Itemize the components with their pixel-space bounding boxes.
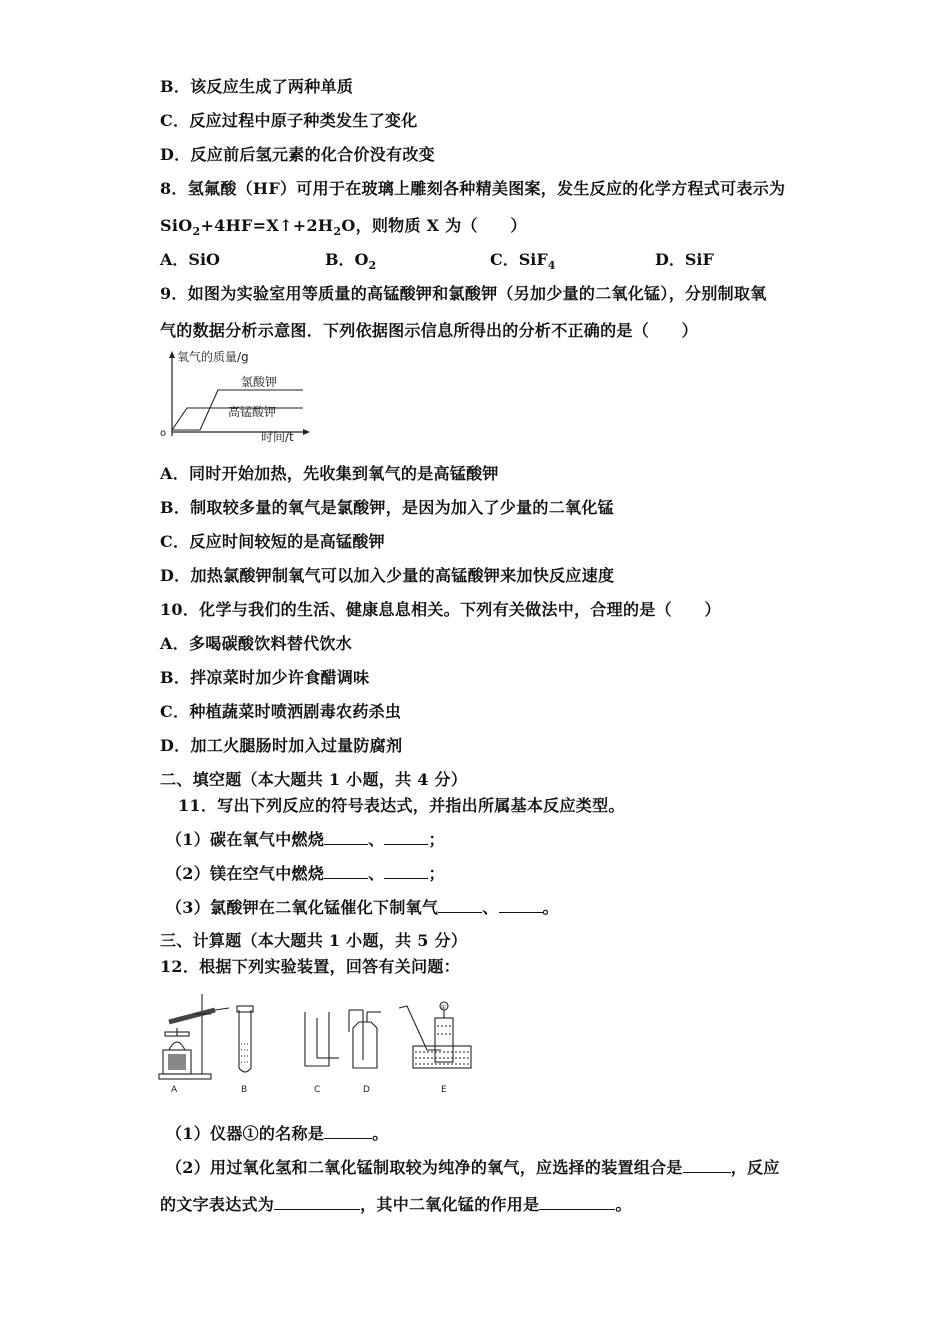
sub-text: ，其中二氧化锰的作用是 (360, 1195, 540, 1214)
q10-option-a: A．多喝碳酸饮料替代饮水 (160, 634, 353, 653)
q12-sub2-line1 (166, 1158, 780, 1178)
graph-xlabel: 时间/t (261, 430, 294, 444)
q8-option-c (490, 250, 555, 276)
separator: 、 (368, 830, 385, 849)
answer-blank[interactable] (324, 830, 368, 845)
label-a: A (171, 1085, 178, 1095)
q12-stem: 12．根据下列实验装置，回答有关问题： (160, 957, 460, 976)
series-kclo3-label: 氯酸钾 (241, 375, 278, 389)
q8-stem-line1: 8．氢氟酸（HF）可用于在玻璃上雕刻各种精美图案，发生反应的化学方程式可表示为 (160, 179, 786, 198)
separator: 、 (482, 898, 499, 917)
graph-origin: o (160, 428, 167, 439)
lab-apparatus-figure (155, 988, 485, 1098)
graph-ylabel: 氧气的质量/g (177, 350, 249, 364)
q7-option-c: C．反应过程中原子种类发生了变化 (160, 111, 418, 130)
q11-sub2 (166, 864, 445, 884)
q10-option-c: C．种植蔬菜时喷洒剧毒农药杀虫 (160, 702, 402, 721)
terminator: 。 (542, 898, 559, 917)
q7-option-d: D．反应前后氢元素的化合价没有改变 (160, 145, 435, 164)
terminator: 。 (615, 1195, 632, 1214)
q9-option-a: A．同时开始加热，先收集到氧气的是高锰酸钾 (160, 464, 499, 483)
q8-equation (160, 216, 527, 242)
apparatus-d (349, 1010, 381, 1068)
terminator: ； (428, 864, 445, 883)
answer-blank[interactable] (499, 898, 543, 913)
q8-option-b (325, 250, 376, 276)
label-e: E (441, 1085, 447, 1095)
q8-option-d: D．SiF (655, 250, 714, 269)
q9-option-d: D．加热氯酸钾制氧气可以加入少量的高锰酸钾来加快反应速度 (160, 566, 615, 585)
sub-text: （2）镁在空气中燃烧 (166, 864, 325, 883)
eq-part: O，则物质 X 为（ ） (341, 216, 527, 235)
answer-blank[interactable] (384, 830, 428, 845)
sub-text: 的文字表达式为 (160, 1195, 275, 1214)
series-kmno4-label: 高锰酸钾 (228, 405, 277, 419)
answer-blank[interactable] (438, 898, 482, 913)
opt-text: C．SiF (490, 250, 548, 269)
label-b: B (241, 1085, 248, 1095)
answer-blank[interactable] (384, 864, 428, 879)
eq-part: +4HF=X↑+2H (200, 216, 334, 235)
eq-sub: 2 (333, 225, 342, 239)
label-d: D (363, 1085, 370, 1095)
separator: 、 (368, 864, 385, 883)
q9-option-c: C．反应时间较短的是高锰酸钾 (160, 532, 385, 551)
answer-blank[interactable] (274, 1195, 360, 1210)
q12-sub2-line2 (160, 1195, 632, 1215)
oxygen-mass-graph (155, 348, 315, 448)
label-c: C (314, 1085, 321, 1095)
answer-blank[interactable] (539, 1195, 615, 1210)
section2-title: 二、填空题（本大题共 1 小题，共 4 分） (160, 770, 468, 789)
apparatus-b (237, 1006, 253, 1072)
q9-stem-line2: 气的数据分析示意图．下列依据图示信息所得出的分析不正确的是（ ） (160, 321, 698, 340)
apparatus-c (305, 1012, 339, 1066)
q7-option-b: B．该反应生成了两种单质 (160, 77, 354, 96)
terminator: 。 (372, 1124, 389, 1143)
sub-text: （1）碳在氧气中燃烧 (166, 830, 325, 849)
answer-blank[interactable] (324, 1124, 372, 1139)
apparatus-a (159, 994, 229, 1079)
apparatus-e (399, 1002, 471, 1068)
q8-option-a: A．SiO (160, 250, 220, 269)
sub-text: ，反应 (730, 1158, 780, 1177)
q11-sub3 (166, 898, 559, 918)
q11-sub1 (166, 830, 445, 850)
q10-option-d: D．加工火腿肠时加入过量防腐剂 (160, 736, 403, 755)
sub-text: （2）用过氧化氢和二氧化锰制取较为纯净的氧气，应选择的装置组合是 (166, 1158, 683, 1177)
q10-stem: 10．化学与我们的生活、健康息息相关。下列有关做法中，合理的是（ ） (160, 600, 721, 619)
sub-text: （1）仪器①的名称是 (166, 1124, 325, 1143)
section3-title: 三、计算题（本大题共 1 小题，共 5 分） (160, 931, 468, 950)
eq-sub: 2 (192, 225, 201, 239)
mark-1: ① (440, 1004, 446, 1011)
opt-text: B．O (325, 250, 369, 269)
answer-blank[interactable] (324, 864, 368, 879)
q9-option-b: B．制取较多量的氧气是氯酸钾，是因为加入了少量的二氧化锰 (160, 498, 614, 517)
opt-sub: 4 (547, 259, 556, 273)
q10-option-b: B．拌凉菜时加少许食醋调味 (160, 668, 370, 687)
q11-stem: 11．写出下列反应的符号表达式，并指出所属基本反应类型。 (178, 796, 625, 815)
opt-sub: 2 (368, 259, 377, 273)
eq-part: SiO (160, 216, 193, 235)
q9-stem-line1: 9．如图为实验室用等质量的高锰酸钾和氯酸钾（另加少量的二氧化锰），分别制取氧 (160, 284, 767, 303)
answer-blank[interactable] (683, 1158, 731, 1173)
q12-sub1 (166, 1124, 388, 1144)
terminator: ； (428, 830, 445, 849)
sub-text: （3）氯酸钾在二氧化锰催化下制氧气 (166, 898, 439, 917)
